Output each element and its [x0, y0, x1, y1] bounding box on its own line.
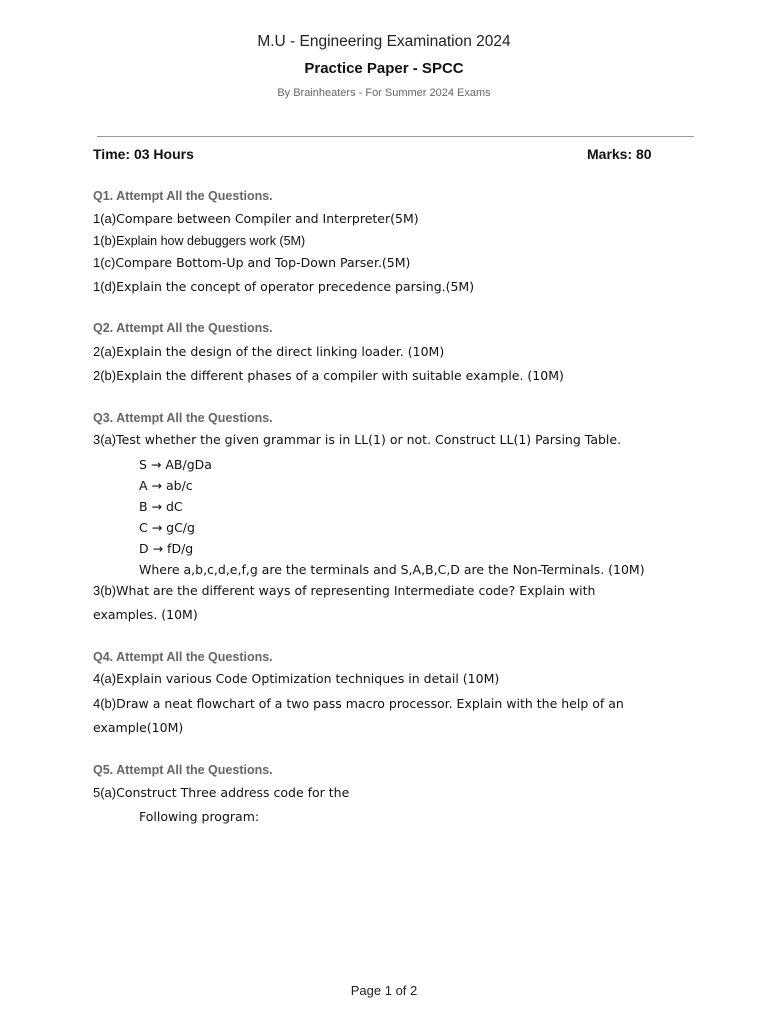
q2a-number: 2(a)	[93, 344, 117, 359]
q4a-text: Explain various Code Optimization techniques in detail (10M)	[116, 671, 500, 686]
q1a-text: Compare between Compiler and Interpreter(5M)	[116, 211, 419, 226]
q3b-text-continued: examples. (10M)	[93, 607, 198, 622]
q2b-line	[93, 368, 564, 383]
q1c-line	[93, 255, 410, 270]
q1d-text: Explain the concept of operator precedence parsing.(5M)	[116, 279, 475, 294]
q3a-line	[93, 432, 621, 447]
q1b-text: Explain how debuggers work (5M)	[116, 234, 306, 248]
paper-title: Practice Paper - SPCC	[304, 60, 464, 77]
q1-heading: Q1. Attempt All the Questions.	[93, 189, 273, 203]
q4a-line	[93, 671, 499, 686]
q1a-number: 1(a)	[93, 211, 117, 226]
q1b-line	[93, 233, 305, 248]
q3b-number: 3(b)	[93, 583, 117, 598]
q3b-line	[93, 583, 595, 598]
grammar-rule: C → gC/g	[139, 520, 195, 535]
grammar-rule: B → dC	[139, 499, 183, 514]
q4b-number: 4(b)	[93, 696, 117, 711]
q1b-number: 1(b)	[93, 233, 117, 248]
q1c-text: Compare Bottom-Up and Top-Down Parser.(5M)	[115, 255, 411, 270]
grammar-note: Where a,b,c,d,e,f,g are the terminals and S,A,B,C,D are the Non-Terminals. (10M)	[139, 562, 645, 577]
grammar-rule: D → fD/g	[139, 541, 194, 556]
q2-heading: Q2. Attempt All the Questions.	[93, 321, 273, 335]
q4b-line	[93, 696, 624, 711]
q2a-text: Explain the design of the direct linking loader. (10M)	[116, 344, 445, 359]
q2b-number: 2(b)	[93, 368, 117, 383]
grammar-rule: S → AB/gDa	[139, 457, 212, 472]
q1c-number: 1(c)	[93, 255, 116, 270]
grammar-rule: A → ab/c	[139, 478, 193, 493]
q2a-line	[93, 344, 444, 359]
q3-heading: Q3. Attempt All the Questions.	[93, 411, 273, 425]
q5a-number: 5(a)	[93, 785, 117, 800]
q4b-line-continued	[93, 720, 183, 735]
header-divider	[97, 136, 694, 137]
q4a-number: 4(a)	[93, 671, 117, 686]
q3a-number: 3(a)	[93, 432, 117, 447]
q4b-text-continued: example(10M)	[93, 720, 184, 735]
page-number: Page 1 of 2	[350, 983, 418, 998]
exam-title: M.U - Engineering Examination 2024	[257, 33, 511, 50]
marks-label: Marks: 80	[587, 146, 652, 162]
q1d-number: 1(d)	[93, 279, 117, 294]
q5-heading: Q5. Attempt All the Questions.	[93, 763, 273, 777]
q3b-text: What are the different ways of representing Intermediate code? Explain with	[116, 583, 596, 598]
q5a-line	[93, 785, 349, 800]
q1a-line	[93, 211, 419, 226]
q1d-line	[93, 279, 474, 294]
time-label: Time: 03 Hours	[93, 146, 194, 162]
q2b-text: Explain the different phases of a compiler with suitable example. (10M)	[116, 368, 564, 383]
q4b-text: Draw a neat flowchart of a two pass macro processor. Explain with the help of an	[116, 696, 624, 711]
q3b-line-continued	[93, 607, 198, 622]
q5a-text: Construct Three address code for the	[116, 785, 350, 800]
q5a-text-continued: Following program:	[139, 809, 260, 824]
q3a-text: Test whether the given grammar is in LL(1) or not. Construct LL(1) Parsing Table.	[116, 432, 622, 447]
byline: By Brainheaters - For Summer 2024 Exams	[277, 87, 491, 99]
q4-heading: Q4. Attempt All the Questions.	[93, 650, 273, 664]
